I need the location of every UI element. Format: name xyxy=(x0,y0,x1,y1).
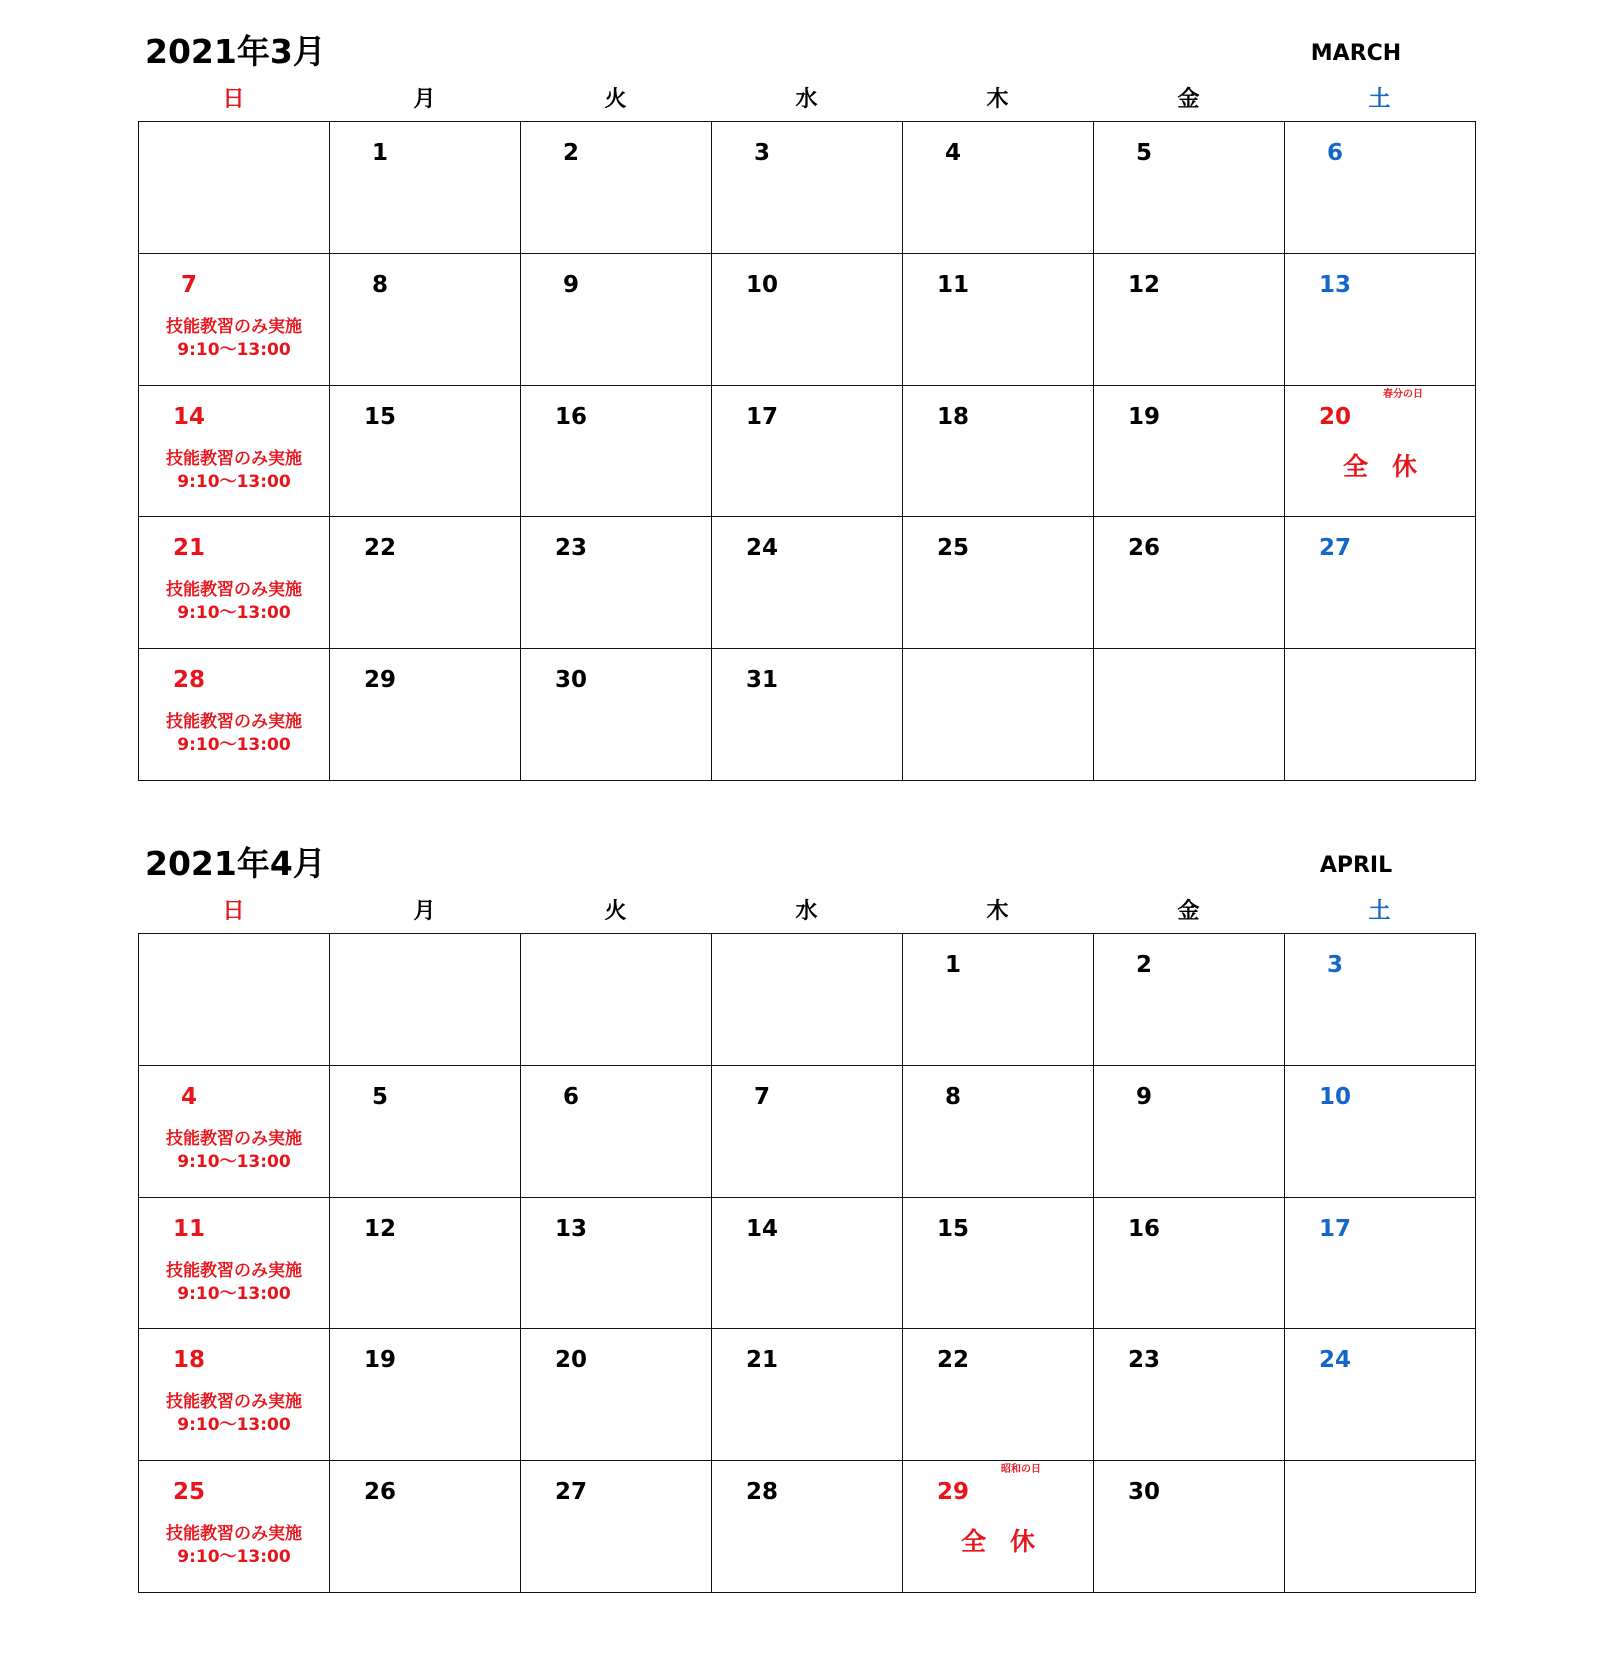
schedule-note-line: 9:10～13:00 xyxy=(177,1283,291,1304)
weekday-label: 水 xyxy=(795,899,818,924)
day-number: 26 xyxy=(1128,535,1161,562)
calendar-week xyxy=(139,934,1476,1066)
empty-day-cell xyxy=(330,934,521,1066)
day-number: 25 xyxy=(173,1479,206,1506)
empty-day-cell xyxy=(712,934,903,1066)
schedule-note-line: 9:10～13:00 xyxy=(177,735,291,756)
day-number: 22 xyxy=(364,535,397,562)
day-cell xyxy=(903,934,1094,1066)
day-number: 16 xyxy=(1128,1215,1161,1242)
day-cell xyxy=(521,385,712,517)
day-number: 6 xyxy=(1327,140,1344,166)
empty-day-cell xyxy=(139,934,330,1066)
day-cell xyxy=(1285,122,1476,254)
day-number: 15 xyxy=(937,1215,970,1242)
day-cell xyxy=(1094,122,1285,254)
schedule-note-line: 9:10～13:00 xyxy=(177,1415,291,1436)
day-number: 4 xyxy=(945,140,962,166)
day-number: 24 xyxy=(746,535,779,562)
day-number: 19 xyxy=(1128,403,1161,430)
day-cell xyxy=(139,649,330,781)
day-cell xyxy=(1094,253,1285,385)
schedule-note-line: 9:10～13:00 xyxy=(177,1151,291,1172)
day-number: 21 xyxy=(746,1347,779,1374)
day-cell xyxy=(1094,1461,1285,1593)
calendar-week xyxy=(139,1197,1476,1329)
calendar-week xyxy=(139,649,1476,781)
day-cell xyxy=(139,1065,330,1197)
schedule-note-line: 技能教習のみ実施 xyxy=(166,448,302,469)
day-number: 3 xyxy=(754,140,771,166)
day-cell xyxy=(139,1461,330,1593)
day-cell xyxy=(1094,517,1285,649)
day-cell xyxy=(330,1065,521,1197)
day-cell xyxy=(1094,385,1285,517)
weekday-label: 火 xyxy=(604,899,627,924)
day-number: 1 xyxy=(945,952,962,978)
day-cell xyxy=(1285,934,1476,1066)
calendar-grid xyxy=(138,121,1476,781)
day-number: 21 xyxy=(173,535,206,562)
month-title: 2021年3月 xyxy=(145,32,326,71)
holiday-name: 昭和の日 xyxy=(1001,1464,1041,1476)
closed-label: 全休 xyxy=(960,1527,1059,1557)
empty-day-cell xyxy=(139,122,330,254)
day-number: 5 xyxy=(1136,140,1153,166)
day-cell xyxy=(903,1461,1094,1593)
schedule-note-line: 9:10～13:00 xyxy=(177,603,291,624)
day-number: 12 xyxy=(364,1215,397,1242)
day-number: 27 xyxy=(1319,535,1352,562)
schedule-note-line: 技能教習のみ実施 xyxy=(166,1392,302,1413)
day-cell xyxy=(139,385,330,517)
day-cell xyxy=(1285,1065,1476,1197)
day-cell xyxy=(521,1197,712,1329)
empty-day-cell xyxy=(903,649,1094,781)
day-cell xyxy=(712,1065,903,1197)
day-number: 4 xyxy=(181,1083,198,1110)
schedule-note-line: 技能教習のみ実施 xyxy=(166,316,302,337)
weekday-label: 火 xyxy=(604,87,627,112)
schedule-note xyxy=(139,316,329,362)
schedule-note-line: 9:10～13:00 xyxy=(177,1547,291,1568)
day-number: 12 xyxy=(1128,271,1161,298)
day-number: 23 xyxy=(555,535,588,562)
day-number: 13 xyxy=(555,1215,588,1242)
day-cell xyxy=(521,517,712,649)
weekday-label: 木 xyxy=(986,87,1009,112)
weekday-label: 月 xyxy=(413,87,436,112)
schedule-note xyxy=(139,711,329,757)
day-cell xyxy=(330,122,521,254)
day-number: 28 xyxy=(746,1479,779,1506)
day-cell xyxy=(521,122,712,254)
calendar-week xyxy=(139,253,1476,385)
weekday-label: 金 xyxy=(1177,899,1200,924)
day-cell xyxy=(521,1329,712,1461)
day-number: 13 xyxy=(1319,271,1352,298)
weekday-label: 日 xyxy=(222,899,245,924)
weekday-label: 土 xyxy=(1368,87,1391,112)
day-number: 27 xyxy=(555,1479,588,1506)
schedule-note-line: 技能教習のみ実施 xyxy=(166,580,302,601)
day-number: 22 xyxy=(937,1347,970,1374)
day-cell xyxy=(1094,1329,1285,1461)
closed-label: 全休 xyxy=(1342,451,1441,481)
day-cell xyxy=(903,1329,1094,1461)
schedule-note xyxy=(139,1128,329,1174)
day-cell xyxy=(712,253,903,385)
day-cell xyxy=(712,649,903,781)
day-cell xyxy=(1094,1065,1285,1197)
day-cell xyxy=(330,385,521,517)
day-cell xyxy=(903,385,1094,517)
day-number: 26 xyxy=(364,1479,397,1506)
day-cell xyxy=(330,517,521,649)
day-number: 10 xyxy=(1319,1083,1352,1110)
day-number: 3 xyxy=(1327,952,1344,978)
weekday-label: 日 xyxy=(222,87,245,112)
day-number: 9 xyxy=(1136,1083,1153,1110)
day-cell xyxy=(903,1065,1094,1197)
day-cell xyxy=(139,517,330,649)
holiday-name: 春分の日 xyxy=(1383,388,1423,400)
weekday-label: 月 xyxy=(413,899,436,924)
schedule-note xyxy=(139,579,329,625)
day-number: 7 xyxy=(181,271,198,298)
weekday-header xyxy=(138,892,1476,932)
schedule-note-line: 9:10～13:00 xyxy=(177,471,291,492)
day-number: 15 xyxy=(364,403,397,430)
day-number: 6 xyxy=(563,1083,580,1110)
day-cell xyxy=(1094,1197,1285,1329)
day-number: 30 xyxy=(1128,1479,1161,1506)
day-cell xyxy=(139,253,330,385)
calendar-week xyxy=(139,122,1476,254)
day-number: 24 xyxy=(1319,1347,1352,1374)
day-cell xyxy=(712,1329,903,1461)
schedule-note xyxy=(139,1391,329,1437)
schedule-note-line: 9:10～13:00 xyxy=(177,339,291,360)
day-cell xyxy=(712,385,903,517)
day-cell xyxy=(330,1329,521,1461)
schedule-note xyxy=(139,1523,329,1569)
day-cell xyxy=(1285,1197,1476,1329)
day-number: 23 xyxy=(1128,1347,1161,1374)
day-number: 10 xyxy=(746,271,779,298)
day-cell xyxy=(712,122,903,254)
weekday-header xyxy=(138,80,1476,120)
calendar-grid xyxy=(138,933,1476,1593)
day-number: 18 xyxy=(937,403,970,430)
day-cell xyxy=(330,1197,521,1329)
calendar-week xyxy=(139,1329,1476,1461)
day-cell xyxy=(712,1461,903,1593)
day-cell xyxy=(903,253,1094,385)
day-number: 5 xyxy=(372,1083,389,1110)
day-cell xyxy=(1285,1329,1476,1461)
day-number: 29 xyxy=(364,667,397,694)
day-number: 18 xyxy=(173,1347,206,1374)
day-cell xyxy=(330,649,521,781)
day-number: 14 xyxy=(173,403,206,430)
day-number: 29 xyxy=(937,1479,970,1506)
day-number: 14 xyxy=(746,1215,779,1242)
day-cell xyxy=(521,649,712,781)
empty-day-cell xyxy=(1285,649,1476,781)
day-number: 1 xyxy=(372,140,389,166)
day-number: 19 xyxy=(364,1347,397,1374)
day-number: 31 xyxy=(746,667,779,694)
day-cell xyxy=(330,253,521,385)
day-cell xyxy=(1285,385,1476,517)
day-number: 8 xyxy=(372,271,389,298)
day-number: 25 xyxy=(937,535,970,562)
day-cell xyxy=(903,122,1094,254)
schedule-note-line: 技能教習のみ実施 xyxy=(166,1128,302,1149)
day-number: 11 xyxy=(173,1215,206,1242)
calendar-week xyxy=(139,1065,1476,1197)
day-number: 17 xyxy=(746,403,779,430)
day-number: 17 xyxy=(1319,1215,1352,1242)
day-cell xyxy=(903,1197,1094,1329)
weekday-label: 金 xyxy=(1177,87,1200,112)
schedule-note-line: 技能教習のみ実施 xyxy=(166,1524,302,1545)
schedule-note-line: 技能教習のみ実施 xyxy=(166,712,302,733)
day-number: 20 xyxy=(555,1347,588,1374)
day-number: 7 xyxy=(754,1083,771,1110)
empty-day-cell xyxy=(1285,1461,1476,1593)
month-name-en: MARCH xyxy=(1310,41,1402,66)
empty-day-cell xyxy=(1094,649,1285,781)
day-cell xyxy=(521,1065,712,1197)
day-number: 16 xyxy=(555,403,588,430)
day-number: 20 xyxy=(1319,403,1352,430)
calendar-week xyxy=(139,1461,1476,1593)
day-cell xyxy=(1094,934,1285,1066)
empty-day-cell xyxy=(521,934,712,1066)
day-number: 8 xyxy=(945,1083,962,1110)
month-title: 2021年4月 xyxy=(145,844,326,883)
month-name-en: APRIL xyxy=(1319,853,1393,878)
schedule-note-line: 技能教習のみ実施 xyxy=(166,1260,302,1281)
day-cell xyxy=(903,517,1094,649)
day-number: 11 xyxy=(937,271,970,298)
day-cell xyxy=(521,1461,712,1593)
schedule-note xyxy=(139,448,329,494)
weekday-label: 水 xyxy=(795,87,818,112)
day-cell xyxy=(1285,253,1476,385)
day-cell xyxy=(139,1197,330,1329)
day-cell xyxy=(712,1197,903,1329)
weekday-label: 土 xyxy=(1368,899,1391,924)
day-cell xyxy=(1285,517,1476,649)
calendar-week xyxy=(139,385,1476,517)
day-number: 30 xyxy=(555,667,588,694)
day-number: 2 xyxy=(563,140,580,166)
day-cell xyxy=(330,1461,521,1593)
day-cell xyxy=(139,1329,330,1461)
day-number: 9 xyxy=(563,271,580,298)
day-number: 2 xyxy=(1136,952,1153,978)
weekday-label: 木 xyxy=(986,899,1009,924)
day-cell xyxy=(521,253,712,385)
calendar-week xyxy=(139,517,1476,649)
day-cell xyxy=(712,517,903,649)
day-number: 28 xyxy=(173,667,206,694)
schedule-note xyxy=(139,1260,329,1306)
